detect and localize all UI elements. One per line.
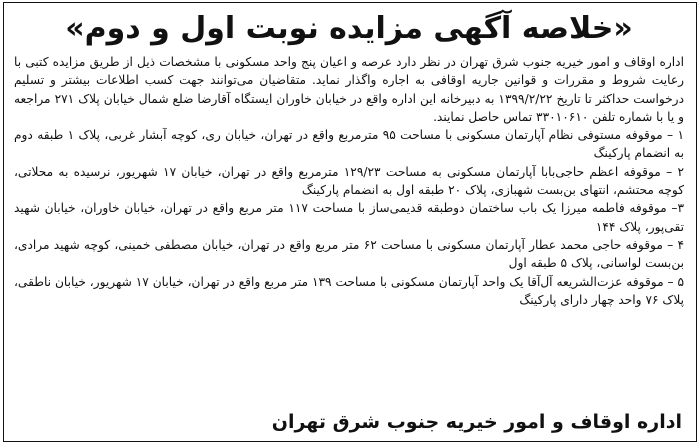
notice-intro: اداره اوقاف و امور خیریه جنوب شرق تهران در نظر دارد عرصه و اعیان پنج واحد مسکونی با مشخصات ذیل از طریق مزایده کتبی با رعایت شروط و مقررات و قوانین جاریه اوقافی به اجاره واگذار نماید. متقاضیان می‌توانند جهت کسب اطلاعات بیشتر و تسلیم درخواست حداکثر تا تاریخ ۱۳۹۹/۲/۲۲ به دبیرخانه این اداره واقع در خیابان خاوران ایستگاه آقارضا ضلع شمال خیابان پلاک ۲۷۱ مراجعه و یا با شماره تلفن ۳۳۰۱۰۶۱۰ تماس حاصل نمایند. xyxy=(14,55,684,124)
auction-notice xyxy=(3,2,697,442)
notice-title: «خلاصه آگهی مزایده نوبت اول و دوم» xyxy=(65,11,633,46)
property-item-2: ۲ – موقوفه اعظم حاجی‌بابا آپارتمان مسکونی به مساحت ۱۲۹/۲۳ مترمربع واقع در تهران، خیابان ۱۷ شهریور، نرسیده به محلاتی، کوچه محتشم، انتهای بن‌بست شهبازی، پلاک ۲۰ طبقه اول به انضمام پارکینگ xyxy=(14,164,684,198)
property-item-4: ۴ – موقوفه حاجی محمد عطار آپارتمان مسکونی با مساحت ۶۲ متر مربع واقع در تهران، خیابان مصطفی خمینی، کوچه شهید مرادی، بن‌بست لواسانی، پلاک ۵ طبقه اول xyxy=(14,237,684,271)
property-item-1: ۱ – موقوفه مستوفی نظام آپارتمان مسکونی با مساحت ۹۵ مترمربع واقع در تهران، خیابان ری، کوچه آبشار غربی، پلاک ۱ طبقه دوم به انضمام پارکینگ xyxy=(14,128,684,161)
property-item-5: ۵ – موقوفه عزت‌الشریعه آل‌آقا یک واحد آپارتمان مسکونی با مساحت ۱۳۹ متر مربع واقع در تهران، خیابان ۱۷ شهریور، خیابان ناطقی، پلاک ۷۶ واحد چهار دارای پارکینگ xyxy=(14,274,684,307)
notice-body xyxy=(14,53,684,309)
issuer-signature: اداره اوقاف و امور خیریه جنوب شرق تهران xyxy=(271,411,682,433)
property-item-3: ۳– موقوفه فاطمه میرزا یک باب ساختمان دوطبقه قدیمی‌ساز با مساحت ۱۱۷ متر مربع واقع در تهران، خیابان خاوران، خیابان شهید تقی‌پور، پلاک ۱۴۴ xyxy=(14,201,684,234)
